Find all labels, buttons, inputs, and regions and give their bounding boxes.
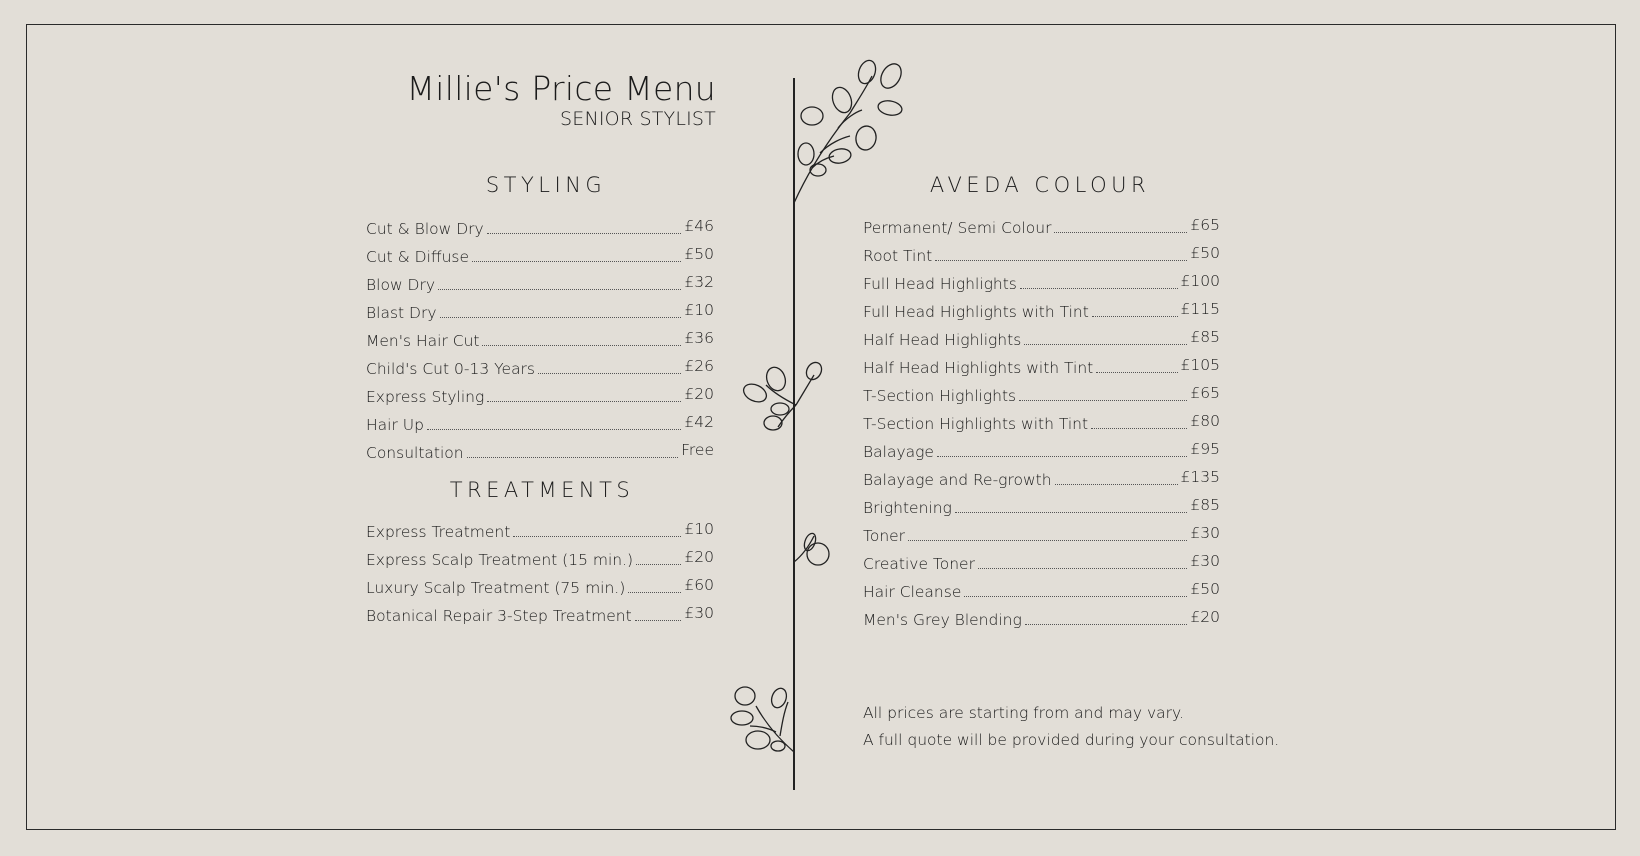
leader-dots [636, 564, 681, 565]
item-label: Express Scalp Treatment (15 min.) [366, 551, 634, 569]
treatment-item [366, 603, 714, 625]
item-price: £85 [1190, 496, 1220, 514]
item-price: £50 [1190, 244, 1220, 262]
item-label: Full Head Highlights with Tint [863, 303, 1089, 321]
colour-item [863, 607, 1220, 629]
item-price: £65 [1190, 216, 1220, 234]
styling-item [366, 384, 714, 406]
item-label: Brightening [863, 499, 952, 517]
treatment-item [366, 547, 714, 569]
item-price: £46 [684, 217, 714, 235]
colour-item [863, 355, 1220, 377]
leader-dots [538, 373, 681, 374]
page-subtitle: SENIOR STYLIST [559, 108, 716, 130]
leader-dots [487, 233, 682, 234]
styling-item [366, 216, 714, 238]
item-price: £100 [1180, 272, 1220, 290]
leader-dots [472, 261, 681, 262]
treatments-heading: TREATMENTS [449, 478, 635, 502]
item-price: £32 [684, 273, 714, 291]
item-price: £30 [1190, 524, 1220, 542]
treatment-item [366, 519, 714, 541]
leader-dots [635, 620, 682, 621]
item-label: Root Tint [863, 247, 933, 265]
leader-dots [1055, 484, 1178, 485]
item-price: £85 [1190, 328, 1220, 346]
page-title: Millie's Price Menu [406, 69, 716, 108]
leader-dots [513, 536, 681, 537]
item-price: £20 [684, 548, 714, 566]
leader-dots [1024, 344, 1187, 345]
leader-dots [937, 456, 1187, 457]
eucalyptus-branch-icon [740, 365, 820, 435]
leader-dots [467, 457, 678, 458]
item-label: Blast Dry [366, 304, 437, 322]
item-label: Botanical Repair 3-Step Treatment [366, 607, 632, 625]
styling-item [366, 328, 714, 350]
styling-item [366, 412, 714, 434]
item-price: £80 [1190, 412, 1220, 430]
leader-dots [1054, 232, 1187, 233]
leader-dots [978, 568, 1187, 569]
leader-dots [487, 401, 681, 402]
colour-item [863, 299, 1220, 321]
leader-dots [1020, 288, 1178, 289]
leader-dots [1091, 428, 1187, 429]
item-price: £95 [1190, 440, 1220, 458]
eucalyptus-branch-icon [790, 530, 840, 580]
styling-item [366, 244, 714, 266]
item-label: Half Head Highlights [863, 331, 1022, 349]
leader-dots [908, 540, 1187, 541]
leader-dots [628, 592, 681, 593]
item-price: £26 [684, 357, 714, 375]
colour-item [863, 327, 1220, 349]
item-label: Hair Cleanse [863, 583, 962, 601]
item-label: Men's Grey Blending [863, 611, 1022, 629]
leader-dots [1092, 316, 1178, 317]
item-price: £20 [684, 385, 714, 403]
item-label: T-Section Highlights with Tint [863, 415, 1089, 433]
leader-dots [1019, 400, 1187, 401]
item-label: Cut & Blow Dry [366, 220, 484, 238]
colour-item [863, 579, 1220, 601]
styling-item [366, 440, 714, 462]
leader-dots [1096, 372, 1177, 373]
eucalyptus-branch-icon [728, 680, 798, 760]
item-label: Full Head Highlights [863, 275, 1017, 293]
item-price: £60 [684, 576, 714, 594]
title-block [407, 68, 717, 130]
leader-dots [1025, 624, 1188, 625]
colour-item [863, 551, 1220, 573]
item-label: T-Section Highlights [863, 387, 1017, 405]
item-price: £105 [1180, 356, 1220, 374]
leader-dots [438, 289, 681, 290]
colour-item [863, 411, 1220, 433]
item-price: £10 [684, 301, 714, 319]
item-label: Balayage [863, 443, 934, 461]
item-label: Creative Toner [863, 555, 975, 573]
colour-item [863, 467, 1220, 489]
colour-heading: AVEDA COLOUR [929, 173, 1151, 197]
item-label: Express Treatment [366, 523, 511, 541]
item-label: Luxury Scalp Treatment (75 min.) [366, 579, 626, 597]
price-note: All prices are starting from and may vary. [863, 704, 1184, 722]
item-price: Free [681, 441, 714, 459]
item-price: £30 [1190, 552, 1220, 570]
item-price: £50 [1190, 580, 1220, 598]
styling-item [366, 272, 714, 294]
colour-item [863, 523, 1220, 545]
item-label: Consultation [366, 444, 464, 462]
treatment-item [366, 575, 714, 597]
item-price: £50 [684, 245, 714, 263]
item-label: Cut & Diffuse [366, 248, 470, 266]
item-price: £42 [684, 413, 714, 431]
item-price: £135 [1180, 468, 1220, 486]
colour-item [863, 495, 1220, 517]
item-label: Child's Cut 0-13 Years [366, 360, 536, 378]
item-label: Blow Dry [366, 276, 436, 294]
leader-dots [955, 512, 1188, 513]
item-label: Permanent/ Semi Colour [863, 219, 1052, 237]
item-price: £20 [1190, 608, 1220, 626]
styling-item [366, 356, 714, 378]
item-price: £36 [684, 329, 714, 347]
item-label: Men's Hair Cut [366, 332, 480, 350]
item-price: £30 [684, 604, 714, 622]
item-price: £65 [1190, 384, 1220, 402]
item-price: £115 [1180, 300, 1220, 318]
quote-note: A full quote will be provided during your consultation. [863, 731, 1280, 749]
colour-item [863, 215, 1220, 237]
item-label: Balayage and Re-growth [863, 471, 1052, 489]
item-label: Half Head Highlights with Tint [863, 359, 1094, 377]
leader-dots [935, 260, 1187, 261]
leader-dots [964, 596, 1187, 597]
colour-item [863, 439, 1220, 461]
leader-dots [482, 345, 681, 346]
leader-dots [427, 429, 681, 430]
colour-item [863, 271, 1220, 293]
styling-item [366, 300, 714, 322]
item-label: Toner [863, 527, 906, 545]
item-label: Express Styling [366, 388, 485, 406]
item-label: Hair Up [366, 416, 424, 434]
leader-dots [440, 317, 682, 318]
colour-item [863, 383, 1220, 405]
item-price: £10 [684, 520, 714, 538]
colour-item [863, 243, 1220, 265]
styling-heading: STYLING [485, 173, 607, 197]
